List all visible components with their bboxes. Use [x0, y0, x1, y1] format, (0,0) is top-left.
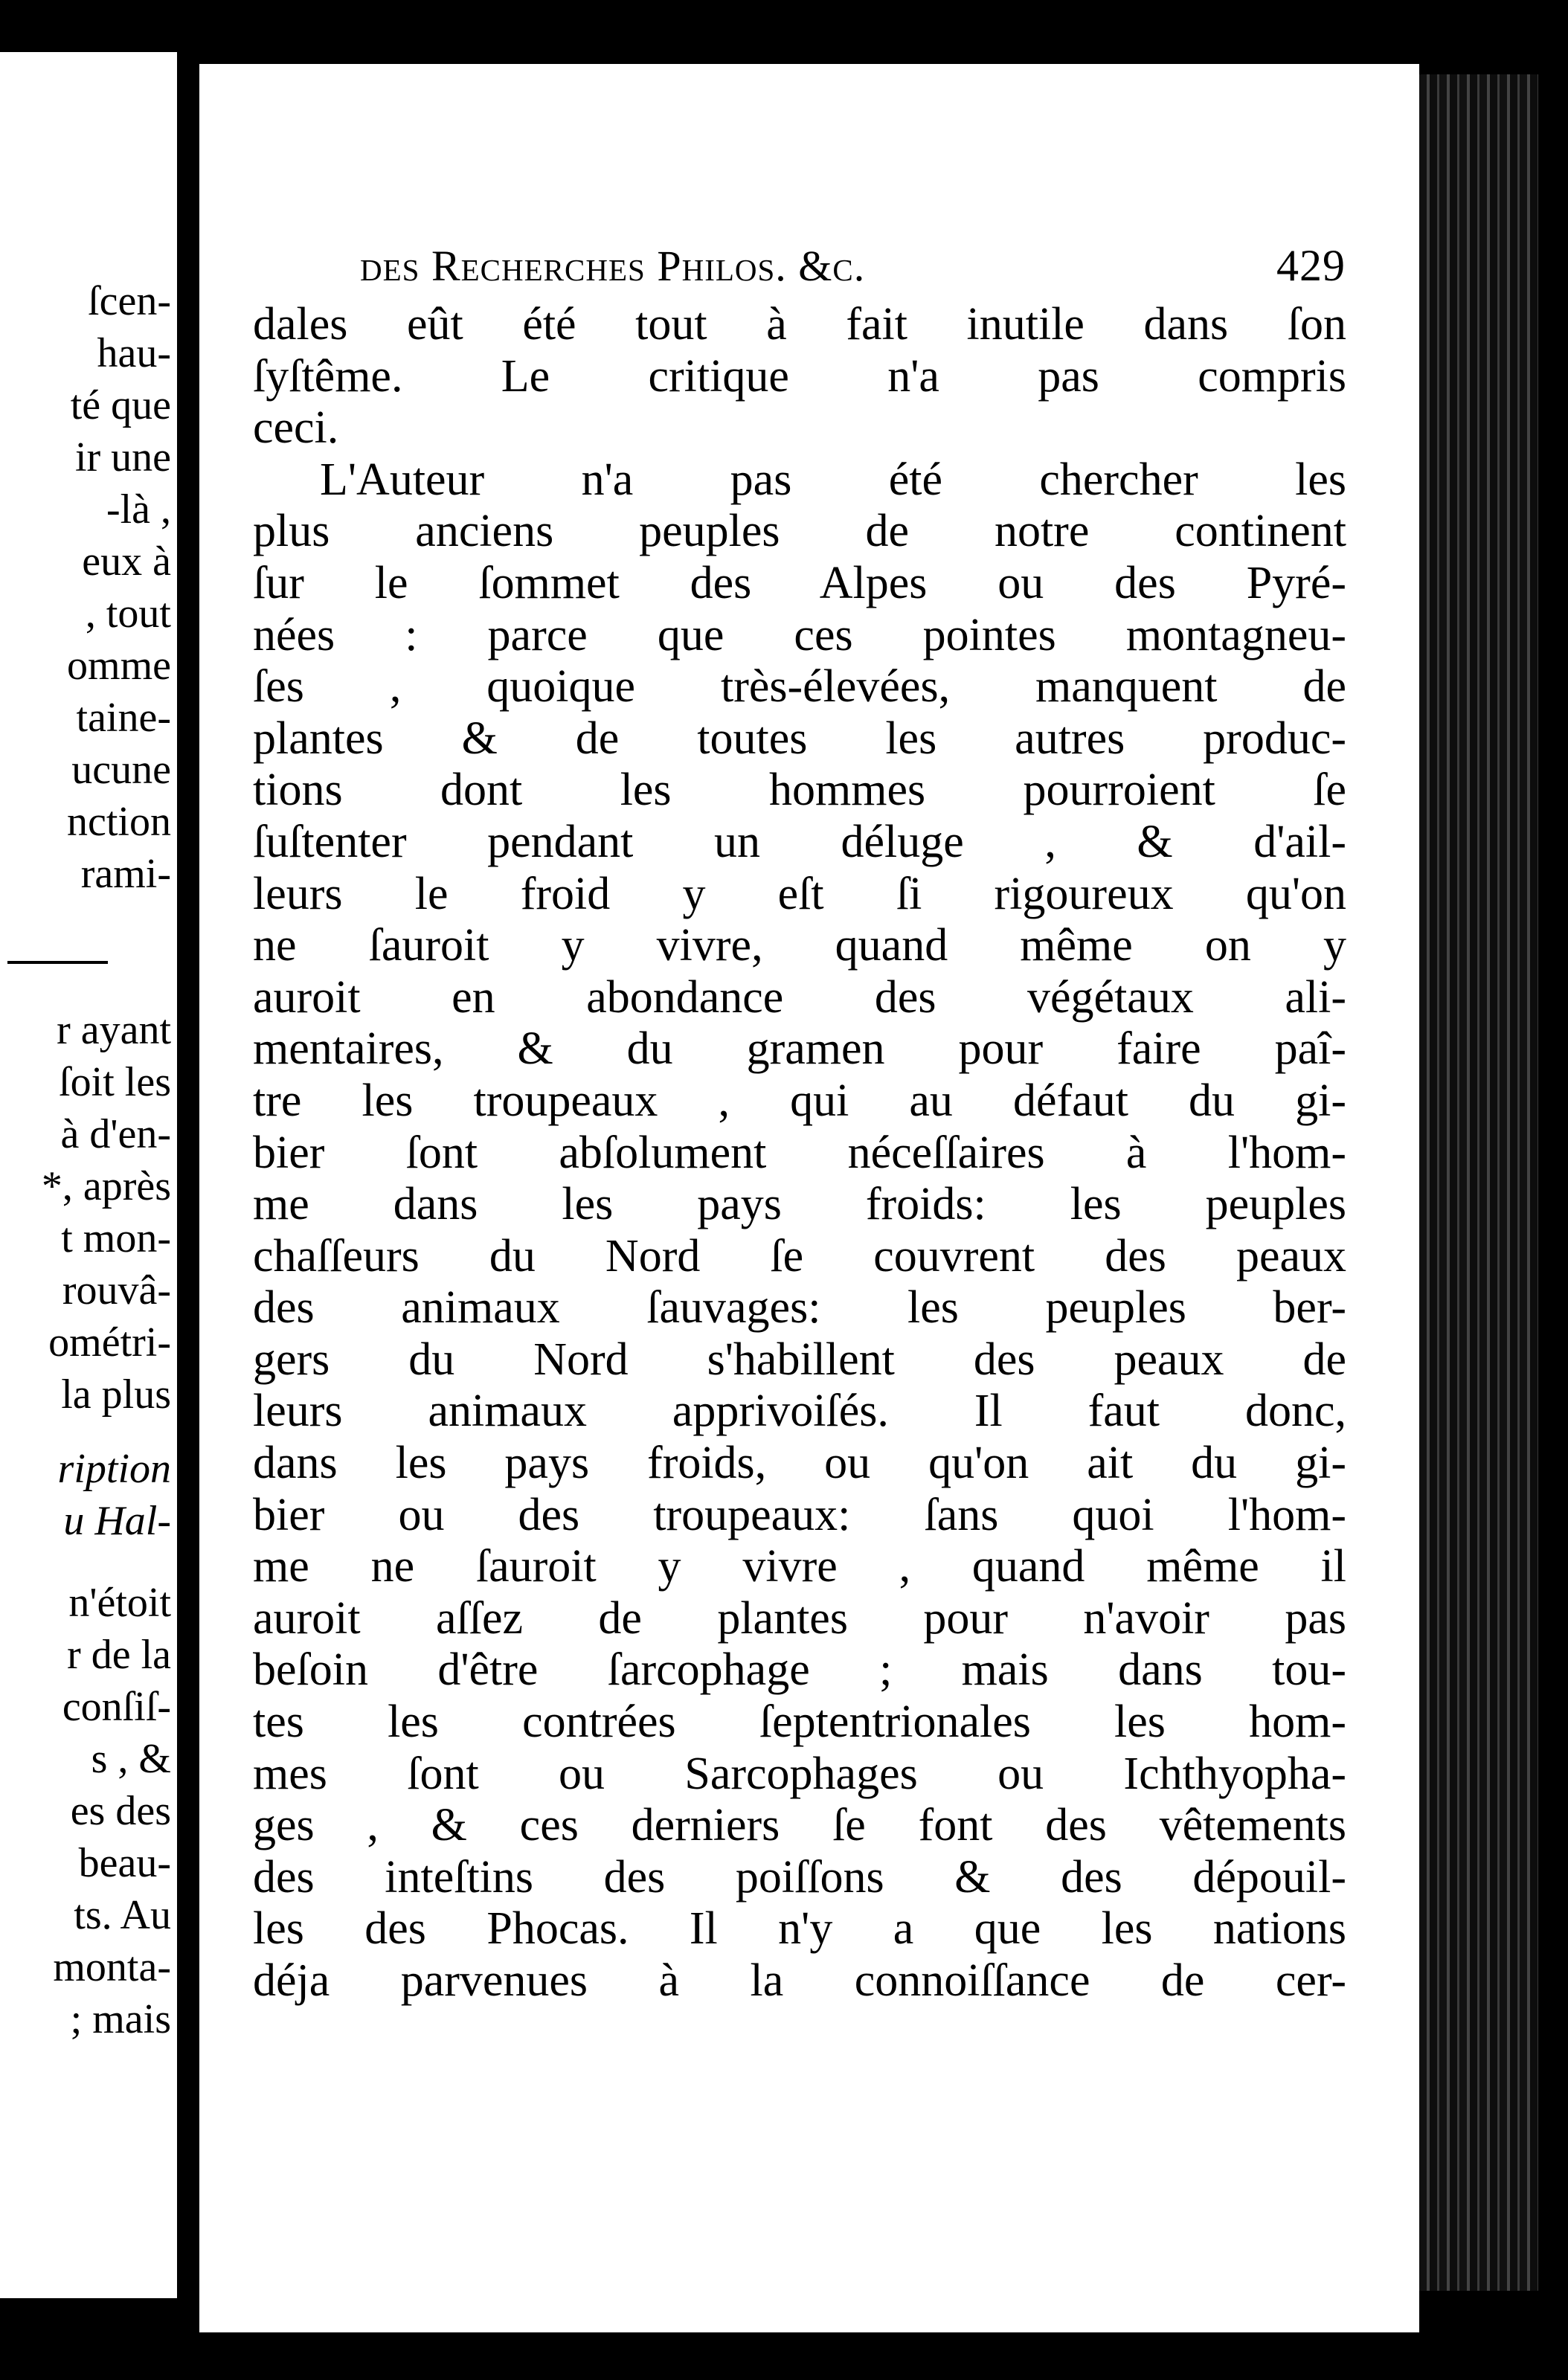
left-footnote-line: ; mais: [70, 1996, 171, 2042]
text-line: ſes , quoique très-élevées, manquent de: [253, 661, 1346, 713]
text-line: plus anciens peuples de notre continent: [253, 506, 1346, 557]
left-footnote-line: es des: [70, 1788, 171, 1834]
text-line: ſuſtenter pendant un déluge , & d'ail-: [253, 816, 1346, 867]
left-footnote-line: ts. Au: [74, 1892, 171, 1938]
left-footnote-line: s , &: [91, 1736, 171, 1782]
text-line: bier ſont abſolument néceſſaires à l'hom-: [253, 1127, 1346, 1178]
text-line: mes ſont ou Sarcophages ou Ichthyopha-: [253, 1748, 1346, 1799]
left-footnote-line: ométri-: [48, 1319, 171, 1366]
left-text-line: -là ,: [106, 486, 171, 533]
text-line: dans les pays froids, ou qu'on ait du gi-: [253, 1438, 1346, 1489]
left-italic-line: u Hal-: [63, 1498, 171, 1544]
left-footnote-line: conſiſ-: [62, 1684, 171, 1730]
text-line: plantes & de toutes les autres produc-: [253, 713, 1346, 764]
book-gutter: [177, 0, 199, 2380]
body-text: [253, 299, 1346, 2007]
left-footnote-line: ſoit les: [59, 1059, 171, 1105]
text-line: chaſſeurs du Nord ſe couvrent des peaux: [253, 1230, 1346, 1281]
book-page-edges: [1419, 74, 1538, 2291]
left-text-line: taine-: [76, 695, 171, 741]
right-page: [199, 64, 1419, 2332]
text-line: L'Auteur n'a pas été chercher les: [320, 454, 1346, 505]
text-line: ſur le ſommet des Alpes ou des Pyré-: [253, 557, 1346, 608]
left-text-line: ir une: [74, 434, 171, 480]
left-text-line: ſcen-: [88, 278, 171, 324]
text-line: leurs le froid y eſt ſi rigoureux qu'on: [253, 868, 1346, 919]
left-footnote-line: r de la: [67, 1632, 171, 1678]
text-line: ſyſtême. Le critique n'a pas compris: [253, 350, 1346, 402]
left-text-line: nction: [67, 799, 171, 845]
text-line: tions dont les hommes pourroient ſe: [253, 765, 1346, 816]
text-line: des animaux ſauvages: les peuples ber-: [253, 1282, 1346, 1334]
text-line: des inteſtins des poiſſons & des dépouil-: [253, 1851, 1346, 1903]
running-head-title: des Recherches Philos. &c.: [360, 241, 866, 290]
text-line: ges , & ces derniers ſe font des vêtements: [253, 1800, 1346, 1851]
text-line: me ne ſauroit y vivre , quand même il: [253, 1541, 1346, 1592]
left-italic-line: ription: [57, 1446, 171, 1492]
left-text-line: eux à: [82, 538, 171, 585]
text-line: déja parvenues à la connoiſſance de cer-: [253, 1955, 1346, 2006]
left-footnote-line: t mon-: [61, 1215, 171, 1261]
page-number: 429: [1276, 240, 1346, 290]
text-line: gers du Nord s'habillent des peaux de: [253, 1334, 1346, 1385]
text-line: dales eût été tout à fait inutile dans ſon: [253, 299, 1346, 350]
text-line: ne ſauroit y vivre, quand même on y: [253, 920, 1346, 971]
left-page-fragment: [0, 52, 177, 2298]
left-footnote-line: r ayant: [57, 1007, 171, 1053]
text-line: leurs animaux apprivoiſés. Il faut donc,: [253, 1386, 1346, 1437]
text-line: me dans les pays froids: les peuples: [253, 1179, 1346, 1230]
left-text-line: rami-: [80, 851, 171, 897]
text-line: mentaires, & du gramen pour faire paî-: [253, 1023, 1346, 1075]
text-line: tre les troupeaux , qui au défaut du gi-: [253, 1075, 1346, 1126]
left-text-line: hau-: [97, 330, 171, 376]
text-line: nées : parce que ces pointes montagneu-: [253, 609, 1346, 660]
left-footnote-line: monta-: [53, 1944, 171, 1990]
left-footnote-line: n'étoit: [68, 1580, 171, 1626]
text-line: auroit aſſez de plantes pour n'avoir pas: [253, 1592, 1346, 1644]
text-line: tes les contrées ſeptentrionales les hom-: [253, 1696, 1346, 1748]
left-text-line: té que: [70, 382, 171, 428]
text-line: les des Phocas. Il n'y a que les nations: [253, 1903, 1346, 1955]
left-footnote-line: beau-: [78, 1840, 171, 1886]
left-text-line: omme: [67, 643, 171, 689]
left-footnote-line: rouvâ-: [62, 1267, 171, 1313]
text-line: beſoin d'être ſarcophage ; mais dans tou-: [253, 1644, 1346, 1696]
left-text-line: , tout: [85, 591, 171, 637]
running-head: [360, 232, 1346, 299]
footnote-rule: [7, 961, 108, 964]
left-footnote-line: *, après: [41, 1163, 171, 1209]
text-line: auroit en abondance des végétaux ali-: [253, 971, 1346, 1023]
text-line: ceci.: [253, 402, 339, 454]
left-text-line: ucune: [71, 747, 171, 793]
left-footnote-line: à d'en-: [60, 1111, 171, 1157]
text-line: bier ou des troupeaux: ſans quoi l'hom-: [253, 1489, 1346, 1540]
left-footnote-line: la plus: [61, 1371, 171, 1418]
